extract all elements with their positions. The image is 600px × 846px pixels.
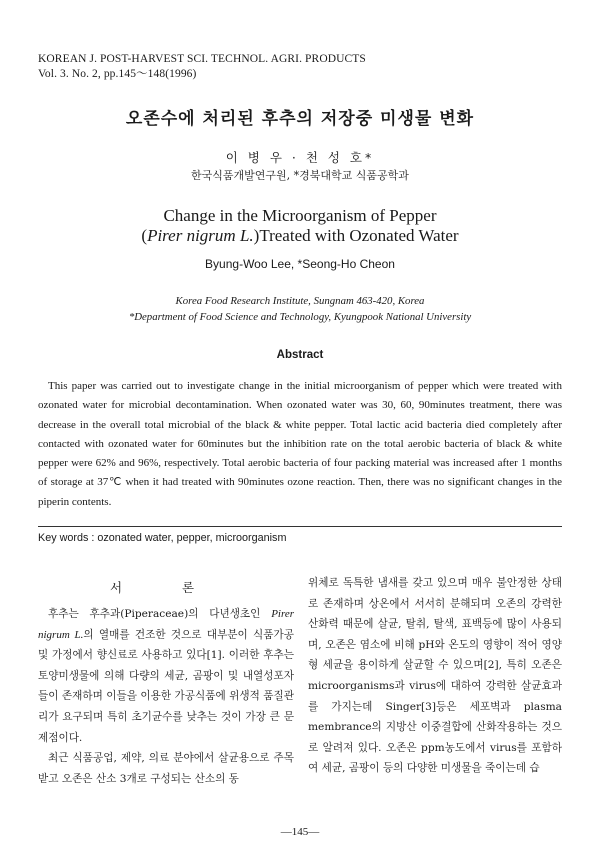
p1-species: Pirer nigrum L. [38, 608, 294, 641]
intro-paragraph-2: 최근 식품공업, 제약, 의료 분야에서 살균용으로 주목받고 오존은 산소 3개로 구성되는 산소의 동 [38, 752, 294, 785]
page-number: —145— [280, 826, 320, 838]
abstract-text: This paper was carried out to investigate change in the initial microorganism of pepper which were treated with ozonated water for microbial decontamination. When ozonated water was 30, 60, 90minutes treatment, there was decrease in the overall total microbial of the black & white pepper. Total lactic acid bacteria died completely after contacted with ozonated water for 60minutes but the inhibition rate on the total aerobic bacteria of black & white pepper were 62% and 96%, respectively. Total aerobic bacteria of four packing material was increased after 1 months of storage at 37℃ when it had treated with 90minutes ozone reaction. Then, there was no significant changes in the piperin contents. [38, 380, 562, 508]
affiliation-2: *Department of Food Science and Technology, Kyungpook National University [128, 311, 472, 323]
divider-line [38, 526, 562, 527]
body-column-right [308, 573, 562, 779]
affiliation-1: Korea Food Research Institute, Sungnam 463-420, Korea [175, 295, 425, 307]
body-column-left [38, 604, 294, 789]
title-line2-rest: )Treated with Ozonated Water [253, 226, 459, 245]
journal-volume: Vol. 3. No. 2, pp.145～148(1996) [38, 68, 197, 80]
title-species: Pirer nigrum L. [147, 226, 254, 245]
journal-header [38, 52, 366, 82]
korean-affiliation: 한국식품개발연구원, *경북대학교 식품공학과 [191, 169, 409, 182]
p1-text-a: 후추는 후추과(Piperaceae)의 다년생초인 [48, 608, 272, 620]
section-heading-introduction: 서 론 [109, 580, 223, 595]
korean-authors: 이 병 우 · 천 성 호* [225, 150, 375, 165]
intro-paragraph-continued: 위체로 독특한 냄새를 갖고 있으며 매우 불안정한 상태로 존재하며 상온에서 서서히 분해되며 오존의 강력한 산화력 때문에 살균, 탈취, 탈색, 표백등에 많이 사용되며, 오존은 염소에 비해 pH와 온도의 영향이 적어 영양형 세균을 용이하게 살균할 수 있으며[2], 특히 오존은 microorganisms과 virus에 대하여 강력한 살균효과를 가지는데 Singer[3]등은 세포벽과 plasma membrance의 지방산 이중결합에 산화작용하는 것으로 알려져 있다. 오존은 ppm농도에서 virus를 포함하여 세균, 곰팡이 등의 다양한 미생물을 죽이는데 습 [308, 577, 562, 775]
english-affiliation [0, 293, 600, 325]
intro-paragraph-1 [38, 604, 294, 748]
abstract-heading: Abstract [276, 349, 324, 361]
korean-title: 오존수에 처리된 후추의 저장중 미생물 변화 [125, 109, 475, 129]
english-title-line2 [0, 226, 600, 246]
english-authors: Byung-Woo Lee, *Seong-Ho Cheon [205, 257, 395, 271]
p1-text-b: 의 열매를 건조한 것으로 대부분이 식품가공 및 가정에서 향신료로 사용하고 있다[1]. 이러한 후추는 토양미생물에 의해 다량의 세균, 곰팡이 및 내열성포자들이 존재하며 이들을 이용한 가공식품에 위생적 품질관리가 요구되며 특히 초기균수를 낮추는 것이 가장 큰 문제점이다. [38, 628, 294, 744]
journal-name: KOREAN J. POST-HARVEST SCI. TECHNOL. AGRI. PRODUCTS [38, 53, 366, 65]
english-title [0, 206, 600, 246]
keywords: Key words : ozonated water, pepper, microorganism [38, 532, 287, 544]
english-title-line1: Change in the Microorganism of Pepper [163, 206, 437, 225]
title-paren-open: ( [141, 226, 148, 245]
